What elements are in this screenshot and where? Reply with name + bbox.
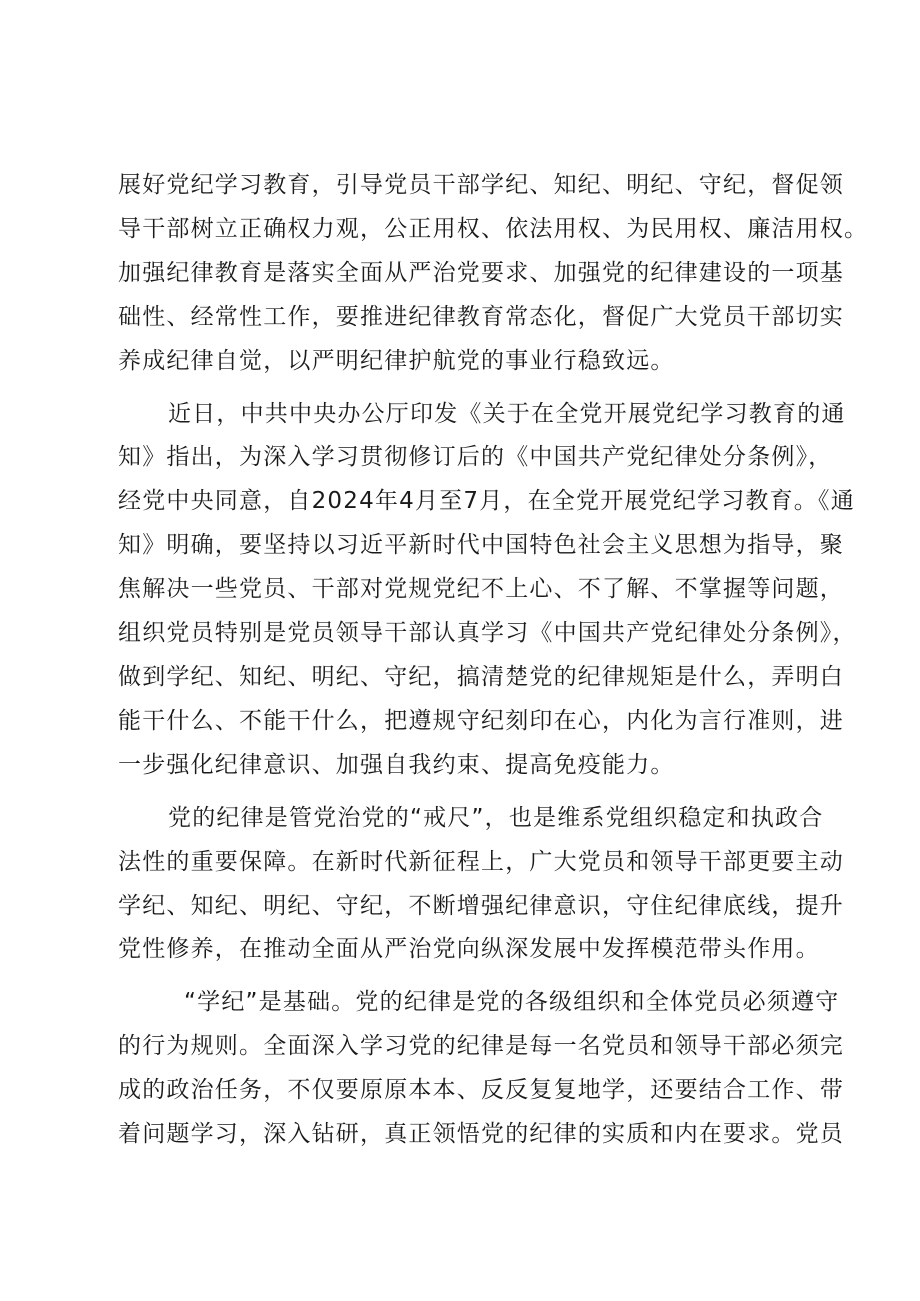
text-line: 加强纪律教育是落实全面从严治党要求、加强党的纪律建设的一项基 — [118, 259, 844, 286]
text-line: 的行为规则。全面深入学习党的纪律是每一名党员和领导干部必须完 — [118, 1033, 844, 1060]
text-line: 党的纪律是管党治党的“戒尺”，也是维系党组织稳定和执政合 — [168, 804, 824, 831]
paragraph-3 — [118, 797, 844, 973]
text-line: 成的政治任务，不仅要原原本本、反反复复地学，还要结合工作、带 — [118, 1077, 844, 1104]
paragraph-4 — [118, 981, 844, 1157]
paragraph-1 — [118, 164, 869, 384]
text-line: 党性修养，在推动全面从严治党向纵深发展中发挥模范带头作用。 — [118, 936, 820, 963]
text-line: 知》明确，要坚持以习近平新时代中国特色社会主义思想为指导，聚 — [118, 532, 844, 559]
text-line: 知》指出，为深入学习贯彻修订后的《中国共产党纪律处分条例》， — [118, 444, 833, 471]
document-body — [118, 164, 869, 1157]
text-line: 做到学纪、知纪、明纪、守纪，搞清楚党的纪律规矩是什么，弄明白 — [118, 663, 844, 690]
text-line: 着问题学习，深入钻研，真正领悟党的纪律的实质和内在要求。党员 — [118, 1121, 844, 1148]
text-line: 焦解决一些党员、干部对党规党纪不上心、不了解、不掌握等问题， — [118, 576, 844, 603]
text-line: 法性的重要保障。在新时代新征程上，广大党员和领导干部更要主动 — [118, 848, 844, 875]
text-line: “学纪”是基础。党的纪律是党的各级组织和全体党员必须遵守 — [184, 989, 840, 1016]
text-line: 经党中央同意，自2024年4月至7月，在全党开展党纪学习教育。《通 — [118, 488, 855, 515]
text-line: 能干什么、不能干什么，把遵规守纪刻印在心，内化为言行准则，进 — [118, 707, 844, 734]
text-line: 一步强化纪律意识、加强自我约束、提高免疫能力。 — [118, 751, 675, 778]
text-line: 导干部树立正确权力观，公正用权、依法用权、为民用权、廉洁用权。 — [118, 215, 869, 242]
paragraph-2 — [118, 393, 857, 788]
text-line: 组织党员特别是党员领导干部认真学习《中国共产党纪律处分条例》， — [118, 620, 857, 647]
text-line: 展好党纪学习教育，引导党员干部学纪、知纪、明纪、守纪，督促领 — [118, 172, 844, 198]
text-line: 学纪、知纪、明纪、守纪，不断增强纪律意识，守住纪律底线，提升 — [118, 892, 844, 919]
text-line: 养成纪律自觉，以严明纪律护航党的事业行稳致远。 — [118, 347, 675, 374]
text-line: 础性、经常性工作，要推进纪律教育常态化，督促广大党员干部切实 — [118, 303, 844, 330]
text-line: 近日，中共中央办公厅印发《关于在全党开展党纪学习教育的通 — [168, 400, 846, 427]
